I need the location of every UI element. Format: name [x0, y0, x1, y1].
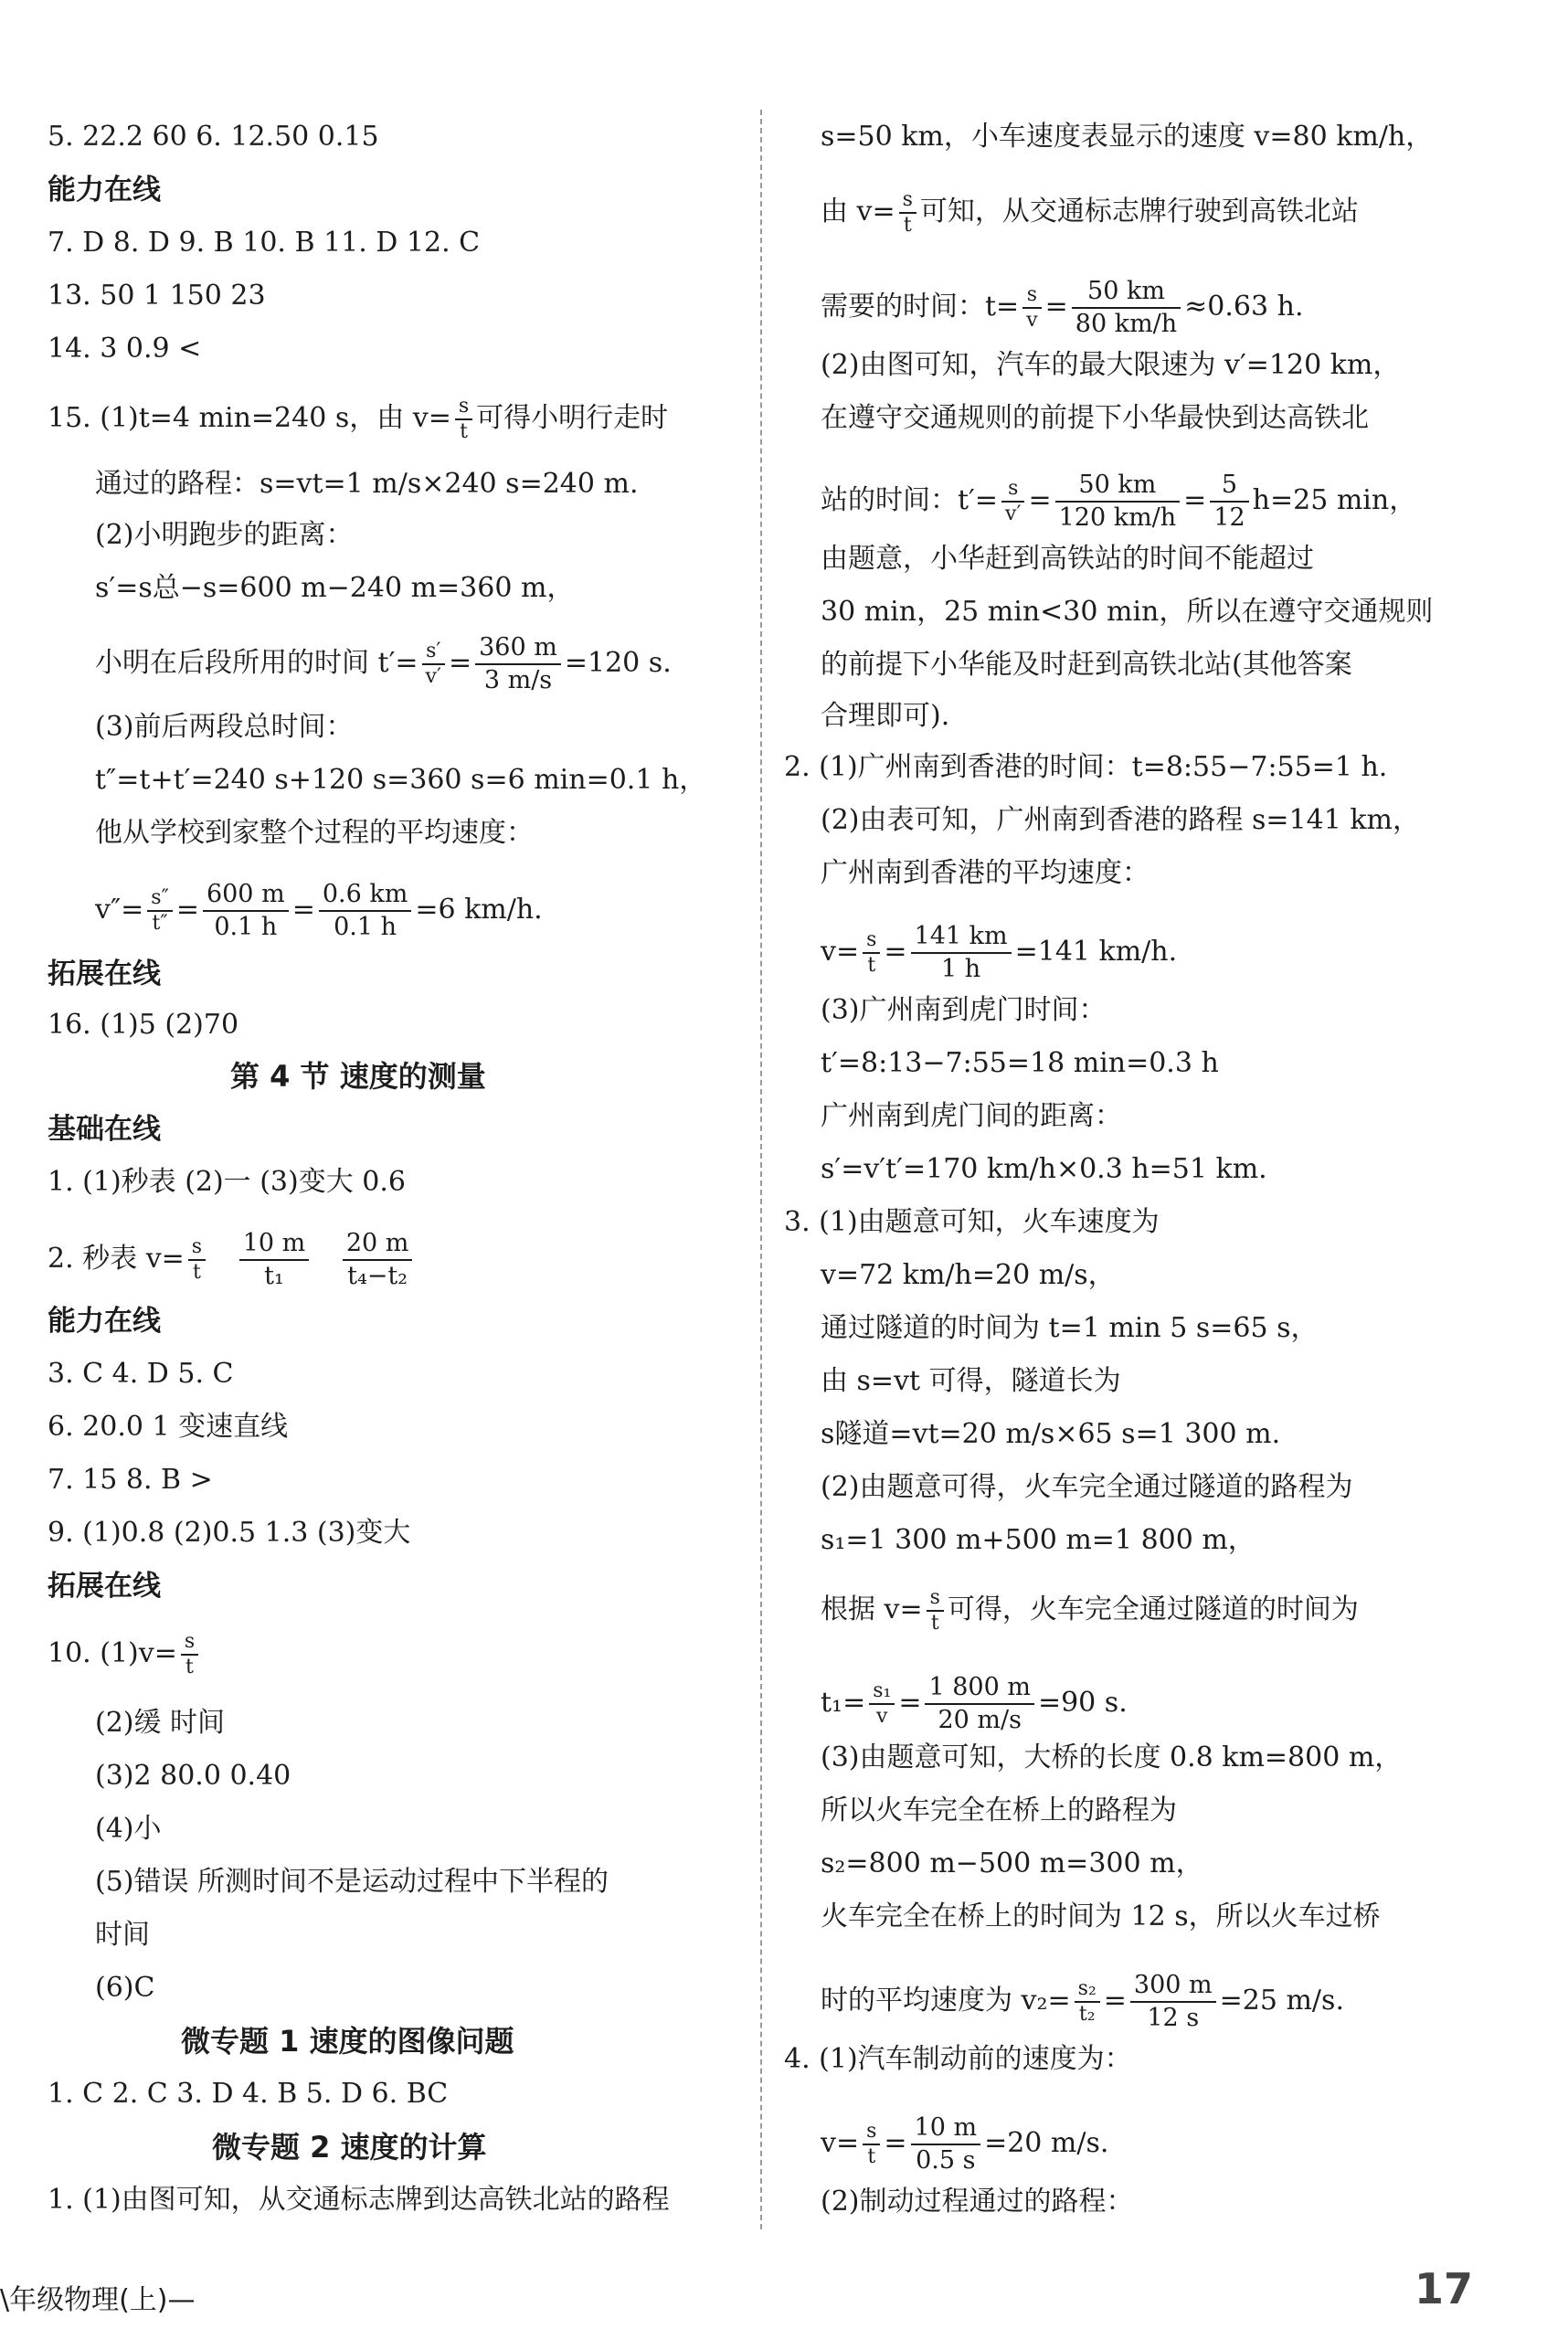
fraction [925, 1672, 1033, 1736]
fraction [899, 188, 916, 238]
numerator: s′ [422, 640, 445, 665]
answer-line: (5)错误 所测时间不是运动过程中下半程的 [95, 1866, 609, 1898]
denominator: t₁ [264, 1262, 284, 1290]
answer-line: 1. C 2. C 3. D 4. B 5. D 6. BC [48, 2078, 449, 2110]
text: =20 m/s. [984, 2127, 1109, 2159]
fraction [455, 395, 472, 444]
numerator: 5 [1210, 470, 1248, 503]
text: 可得，火车完全通过隧道的时间为 [947, 1593, 1359, 1625]
numerator: s [188, 1235, 206, 1261]
text: 时的平均速度为 v₂= [821, 1985, 1071, 2017]
answer-line: 7. D 8. D 9. B 10. B 11. D 12. C [48, 227, 481, 259]
answer-line: 火车完全在桥上的时间为 12 s，所以火车过桥 [821, 1900, 1381, 1932]
answer-line: 14. 3 0.9 < [48, 333, 202, 365]
denominator: t₄−t₂ [347, 1262, 408, 1290]
text: ≈0.63 h. [1184, 291, 1304, 323]
answer-line: (3)由题意可知，大桥的长度 0.8 km=800 m， [821, 1741, 1403, 1773]
denominator: t [867, 954, 876, 977]
text: 需要的时间：t= [821, 291, 1020, 323]
denominator: v′ [1005, 503, 1022, 525]
denominator: 0.5 s [916, 2146, 976, 2175]
answer-line: 13. 50 1 150 23 [48, 280, 266, 312]
numerator: 141 km [911, 921, 1012, 954]
answer-line: 由题意，小华赶到高铁站的时间不能超过 [821, 543, 1314, 575]
text: 2. 秒表 v= [48, 1243, 185, 1275]
text: 站的时间：t′= [821, 484, 999, 516]
denominator: t″ [152, 912, 168, 935]
text: 由 v= [821, 196, 895, 228]
denominator: v [876, 1705, 888, 1728]
numerator: s [1022, 283, 1041, 309]
answer-line: 16. (1)5 (2)70 [48, 1009, 239, 1041]
denominator: t [460, 420, 468, 443]
answer-line: (3)广州南到虎门时间： [821, 994, 1107, 1026]
answer-line: 时间 [95, 1919, 150, 1951]
denominator: 1 h [941, 955, 981, 983]
text: 10. (1)v= [48, 1637, 177, 1669]
denominator: 80 km/h [1075, 310, 1178, 338]
answer-line: v=72 km/h=20 m/s， [821, 1259, 1116, 1291]
text: =120 s. [564, 647, 672, 679]
fraction [863, 2120, 880, 2169]
answer-line: 9. (1)0.8 (2)0.5 1.3 (3)变大 [48, 1517, 411, 1549]
text: h=25 min， [1252, 484, 1417, 516]
answer-line: s₂=800 m−500 m=300 m， [821, 1847, 1203, 1879]
numerator: s₁ [869, 1679, 895, 1705]
answer-line: v= $\frac{s}{t}$ = $\frac{141 km}{1 h}$ =141 km/h. [821, 922, 1178, 983]
answer-line: (2)缓 时间 [95, 1707, 226, 1739]
answer-line: 通过隧道的时间为 t=1 min 5 s=65 s， [821, 1312, 1319, 1344]
section-heading: 能力在线 [48, 174, 161, 206]
fraction [911, 2112, 981, 2176]
answer-line: (3)2 80.0 0.40 [95, 1760, 291, 1792]
denominator: 120 km/h [1058, 503, 1177, 532]
fraction [1022, 283, 1041, 333]
answer-line: 在遵守交通规则的前提下小华最快到达高铁北 [821, 402, 1369, 434]
numerator: 50 km [1055, 470, 1181, 503]
answer-line: 站的时间：t′= $\frac{s}{v'}$ = $\frac{50 km}{120 km/h}$ = $\frac{5}{12}$ h=25 min， [821, 471, 1417, 532]
denominator: 0.1 h [214, 913, 278, 941]
text: 可得小明行走时 [476, 402, 669, 434]
denominator: t [185, 1656, 194, 1678]
text: =90 s. [1037, 1687, 1128, 1719]
answer-line: (3)前后两段总时间： [95, 711, 354, 743]
answer-line: 时的平均速度为 v₂= $\frac{\text{s₂}}{\text{t₂}}$ = $\frac{300 m}{12 s}$ =25 m/s. [821, 1971, 1344, 2032]
numerator: 1 800 m [925, 1672, 1033, 1705]
fraction [1075, 1977, 1100, 2027]
answer-line: 4. (1)汽车制动前的速度为： [784, 2043, 1132, 2075]
answer-line: t₁= $\frac{\text{s₁}}{v}$ = $\frac{1 800 m}{20 m/s}$ =90 s. [821, 1673, 1128, 1734]
answer-line: (2)制动过程通过的路程： [821, 2186, 1134, 2218]
answer-line: 需要的时间：t= $\frac{s}{v}$ = $\frac{50 km}{80 km/h}$ ≈0.63 h. [821, 277, 1304, 338]
answer-line: 2. (1)广州南到香港的时间：t=8:55−7:55=1 h. [784, 751, 1388, 783]
numerator: s [181, 1630, 198, 1656]
answer-line: 1. (1)由图可知，从交通标志牌到达高铁北站的路程 [48, 2184, 670, 2216]
text: v″= [95, 894, 144, 926]
answer-line: (4)小 [95, 1813, 162, 1845]
answer-line: v″= $\frac{s''}{t''}$ = $\frac{600 m}{0.1 h}$ = $\frac{0.6 km}{0.1 h}$ =6 km/h. [95, 880, 543, 941]
answer-line: (2)由题意可得，火车完全通过隧道的路程为 [821, 1471, 1353, 1503]
numerator: s [1001, 477, 1024, 503]
answer-line: s₁=1 300 m+500 m=1 800 m， [821, 1524, 1255, 1556]
answer-line: 广州南到香港的平均速度： [821, 857, 1150, 889]
section-title: 微专题 1 速度的图像问题 [181, 2024, 514, 2059]
fraction [319, 879, 412, 943]
section-heading: 拓展在线 [48, 1570, 161, 1603]
answer-line: (6)C [95, 1972, 155, 2004]
denominator: t₂ [1078, 2003, 1096, 2026]
denominator: v′ [425, 665, 441, 688]
answer-line: 的前提下小华能及时赶到高铁北站(其他答案 [821, 649, 1352, 681]
fraction [239, 1228, 310, 1292]
denominator: t [867, 2145, 876, 2168]
numerator: 360 m [475, 632, 561, 665]
answer-line: (2)由表可知，广州南到香港的路程 s=141 km， [821, 804, 1420, 836]
answer-line [48, 395, 668, 444]
answer-line: (2)小明跑步的距离： [95, 519, 354, 551]
fraction [863, 928, 880, 978]
answer-line [95, 632, 672, 696]
answer-line: 1. (1)秒表 (2)一 (3)变大 0.6 [48, 1166, 406, 1198]
numerator: s [863, 928, 880, 954]
denominator: 20 m/s [938, 1706, 1022, 1734]
answer-line: v= $\frac{s}{t}$ = $\frac{10 m}{0.5 s}$ =20 m/s. [821, 2113, 1109, 2175]
denominator: t [903, 214, 912, 237]
answer-line [821, 1586, 1359, 1636]
text: = [448, 647, 472, 679]
denominator: 0.1 h [334, 913, 397, 941]
answer-line: 广州南到虎门间的距离： [821, 1100, 1122, 1132]
answer-line: 3. (1)由题意可知，火车速度为 [784, 1206, 1160, 1238]
numerator: 50 km [1072, 276, 1181, 309]
numerator: s [927, 1586, 944, 1612]
answer-line [48, 1630, 202, 1679]
fraction [422, 640, 445, 689]
denominator: 12 [1213, 503, 1245, 532]
fraction [1130, 1970, 1216, 2034]
text: 可知，从交通标志牌行驶到高铁北站 [919, 196, 1359, 228]
text: =25 m/s. [1219, 1985, 1344, 2017]
answer-line: (2)由图可知，汽车的最大限速为 v′=120 km， [821, 349, 1401, 381]
denominator: 12 s [1147, 2004, 1200, 2032]
answer-line: 由 s=vt 可得，隧道长为 [821, 1365, 1121, 1397]
fraction [181, 1630, 198, 1679]
fraction [911, 921, 1012, 985]
answer-line: 30 min，25 min<30 min，所以在遵守交通规则 [821, 596, 1434, 628]
fraction [869, 1679, 895, 1729]
column-divider [760, 110, 762, 2229]
text: 根据 v= [821, 1593, 923, 1625]
answer-line: 合理即可). [821, 700, 950, 732]
text: =141 km/h. [1014, 936, 1178, 968]
denominator: 3 m/s [483, 666, 553, 694]
text: 小明在后段所用的时间 t′= [95, 647, 418, 679]
numerator: s [455, 395, 472, 420]
text: 15. (1)t=4 min=240 s，由 v= [48, 402, 451, 434]
fraction [1210, 470, 1248, 534]
answer-line: 6. 20.0 1 变速直线 [48, 1411, 289, 1443]
section-heading: 能力在线 [48, 1305, 161, 1338]
answer-line [821, 188, 1359, 238]
numerator: 10 m [239, 1228, 310, 1261]
answer-line [48, 1228, 416, 1292]
denominator: t [930, 1612, 939, 1635]
answer-line: 3. C 4. D 5. C [48, 1358, 234, 1390]
page-number: 17 [1414, 2264, 1474, 2313]
fraction [1001, 477, 1024, 526]
denominator: t [193, 1261, 201, 1284]
text: v= [821, 936, 860, 968]
numerator: s″ [147, 886, 173, 912]
denominator: v [1026, 309, 1038, 332]
fraction [147, 886, 173, 936]
answer-line: s=50 km，小车速度表显示的速度 v=80 km/h， [821, 121, 1434, 153]
answer-line: s′=v′t′=170 km/h×0.3 h=51 km. [821, 1153, 1267, 1185]
section-title: 第 4 节 速度的测量 [230, 1059, 486, 1094]
fraction [1072, 276, 1181, 340]
footer-book-title: \年级物理(上)— [0, 2284, 196, 2316]
numerator: 10 m [911, 2112, 981, 2145]
fraction [1055, 470, 1181, 534]
numerator: 20 m [343, 1228, 413, 1261]
fraction [203, 879, 289, 943]
numerator: 0.6 km [319, 879, 412, 912]
answer-line: 5. 22.2 60 6. 12.50 0.15 [48, 121, 379, 153]
numerator: 600 m [203, 879, 289, 912]
answer-line: 通过的路程：s=vt=1 m/s×240 s=240 m. [95, 468, 639, 500]
answer-line: 所以火车完全在桥上的路程为 [821, 1794, 1177, 1826]
text: t₁= [821, 1687, 866, 1719]
fraction [475, 632, 561, 696]
answer-line: s隧道=vt=20 m/s×65 s=1 300 m. [821, 1418, 1281, 1450]
answer-line: 7. 15 8. B > [48, 1464, 213, 1496]
answer-line: t″=t+t′=240 s+120 s=360 s=6 min=0.1 h， [95, 764, 707, 796]
answer-line: s′=s总−s=600 m−240 m=360 m， [95, 572, 575, 604]
answer-line: 他从学校到家整个过程的平均速度： [95, 817, 534, 849]
numerator: s₂ [1075, 1977, 1100, 2003]
section-title: 微专题 2 速度的计算 [212, 2130, 487, 2165]
section-heading: 基础在线 [48, 1113, 161, 1146]
text: v= [821, 2127, 860, 2159]
numerator: s [863, 2120, 880, 2145]
numerator: s [899, 188, 916, 214]
fraction [188, 1235, 206, 1285]
section-heading: 拓展在线 [48, 958, 161, 990]
answer-line: t′=8:13−7:55=18 min=0.3 h [821, 1047, 1219, 1079]
fraction [927, 1586, 944, 1636]
text: =6 km/h. [415, 894, 543, 926]
fraction [343, 1228, 413, 1292]
numerator: 300 m [1130, 1970, 1216, 2003]
